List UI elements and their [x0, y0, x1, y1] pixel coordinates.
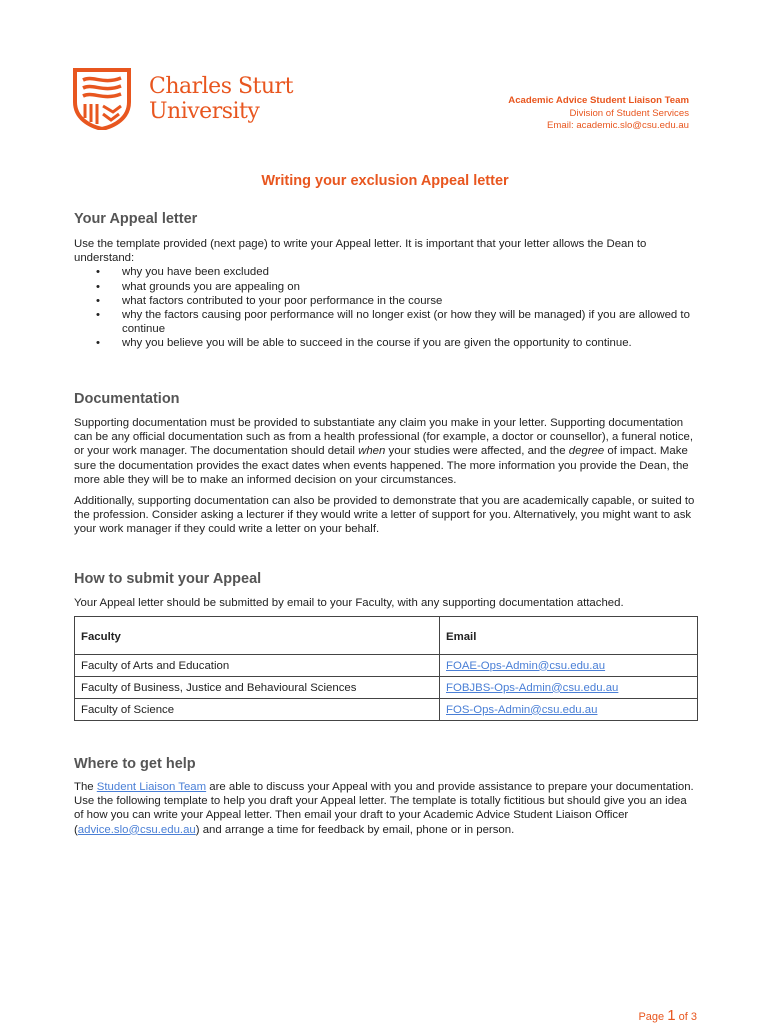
page-number: [638, 1009, 697, 1024]
contact-email: Email: academic.slo@csu.edu.au: [547, 120, 689, 131]
logo-line-2: University: [149, 99, 260, 124]
current-page: 1: [667, 1007, 676, 1024]
heading-how-to-submit: How to submit your Appeal: [74, 571, 262, 587]
list-item: • why the factors causing poor performance will no longer exist (or how they will be managed) if you are allowed to continue: [74, 308, 699, 336]
submit-intro: Your Appeal letter should be submitted by email to your Faculty, with any supporting documentation attached.: [74, 597, 624, 609]
contact-division: Division of Student Services: [569, 107, 689, 119]
faculty-email-link[interactable]: FOBJBS-Ops-Admin@csu.edu.au: [446, 681, 619, 694]
table-row: [75, 655, 698, 677]
document-title: Writing your exclusion Appeal letter: [261, 173, 509, 189]
page-label: Page: [638, 1011, 665, 1023]
student-liaison-team-link[interactable]: Student Liaison Team: [96, 781, 207, 793]
heading-documentation: Documentation: [74, 391, 180, 407]
table-row: [75, 699, 698, 721]
column-header-faculty: Faculty: [75, 617, 440, 655]
table-header-row: [75, 617, 698, 655]
faculty-name: Faculty of Arts and Education: [75, 655, 440, 677]
emphasis-when: when: [358, 445, 386, 458]
text: The: [74, 781, 97, 793]
shield-icon: [73, 68, 131, 130]
text: ) and arrange a time for feedback by email, phone or in person.: [195, 823, 515, 836]
list-item: • why you have been excluded: [74, 265, 699, 279]
faculty-email-table: [74, 616, 698, 721]
heading-where-to-get-help: Where to get help: [74, 756, 196, 772]
faculty-email-link[interactable]: FOAE-Ops-Admin@csu.edu.au: [446, 659, 606, 672]
table-row: [75, 677, 698, 699]
documentation-paragraph-2: Additionally, supporting documentation can also be provided to demonstrate that you are academically capable, or suited to the profession. Consider asking a lecturer if they would write a letter of support for you. Alternatively, you might want to ask your work manager if they could write a letter on your behalf.: [74, 495, 695, 536]
appeal-bullet-list: [74, 265, 699, 350]
advice-email-link[interactable]: advice.slo@csu.edu.au: [77, 823, 196, 836]
help-paragraph: [74, 780, 699, 837]
csu-logo: [73, 68, 313, 130]
text: are able to discuss your Appeal with you and provide assistance to prepare your documentation. Use the following template to help you draft your Appeal letter. The template is totally fictitious but should give you an idea of how you can write your Appeal letter. Then email your draft to your Academic Advice Student Liaison Officer (: [74, 781, 694, 836]
logo-line-1: Charles Sturt: [149, 74, 293, 99]
page-total: of 3: [678, 1011, 697, 1023]
text: of impact. Make sure the documentation provides the exact dates when events happened. The more information you provide the Dean, the more able they will be to make an informed decision on your circumstances.: [74, 445, 689, 486]
heading-appeal-letter: Your Appeal letter: [74, 211, 198, 227]
faculty-email-link[interactable]: FOS-Ops-Admin@csu.edu.au: [446, 703, 598, 716]
list-item: • what factors contributed to your poor performance in the course: [74, 294, 699, 308]
list-item: • why you believe you will be able to succeed in the course if you are given the opportunity to continue.: [74, 336, 699, 350]
contact-team: Academic Advice Student Liaison Team: [508, 95, 689, 106]
documentation-paragraph-1: [74, 416, 699, 487]
faculty-name: Faculty of Science: [75, 699, 440, 721]
column-header-email: Email: [440, 617, 698, 655]
text: your studies were affected, and the: [385, 445, 569, 458]
appeal-intro: Use the template provided (next page) to write your Appeal letter. It is important that your letter allows the Dean to understand:: [74, 238, 647, 265]
text: Supporting documentation must be provided to substantiate any claim you make in your letter. Supporting documentation can be any official documentation such as from a health professional (for example, a doctor or counsellor), a funeral notice, or your work manager. The documentation should detail: [74, 417, 694, 458]
faculty-name: Faculty of Business, Justice and Behavioural Sciences: [75, 677, 440, 699]
list-item: • what grounds you are appealing on: [74, 280, 699, 294]
emphasis-degree: degree: [568, 445, 605, 458]
contact-block: [508, 95, 689, 133]
